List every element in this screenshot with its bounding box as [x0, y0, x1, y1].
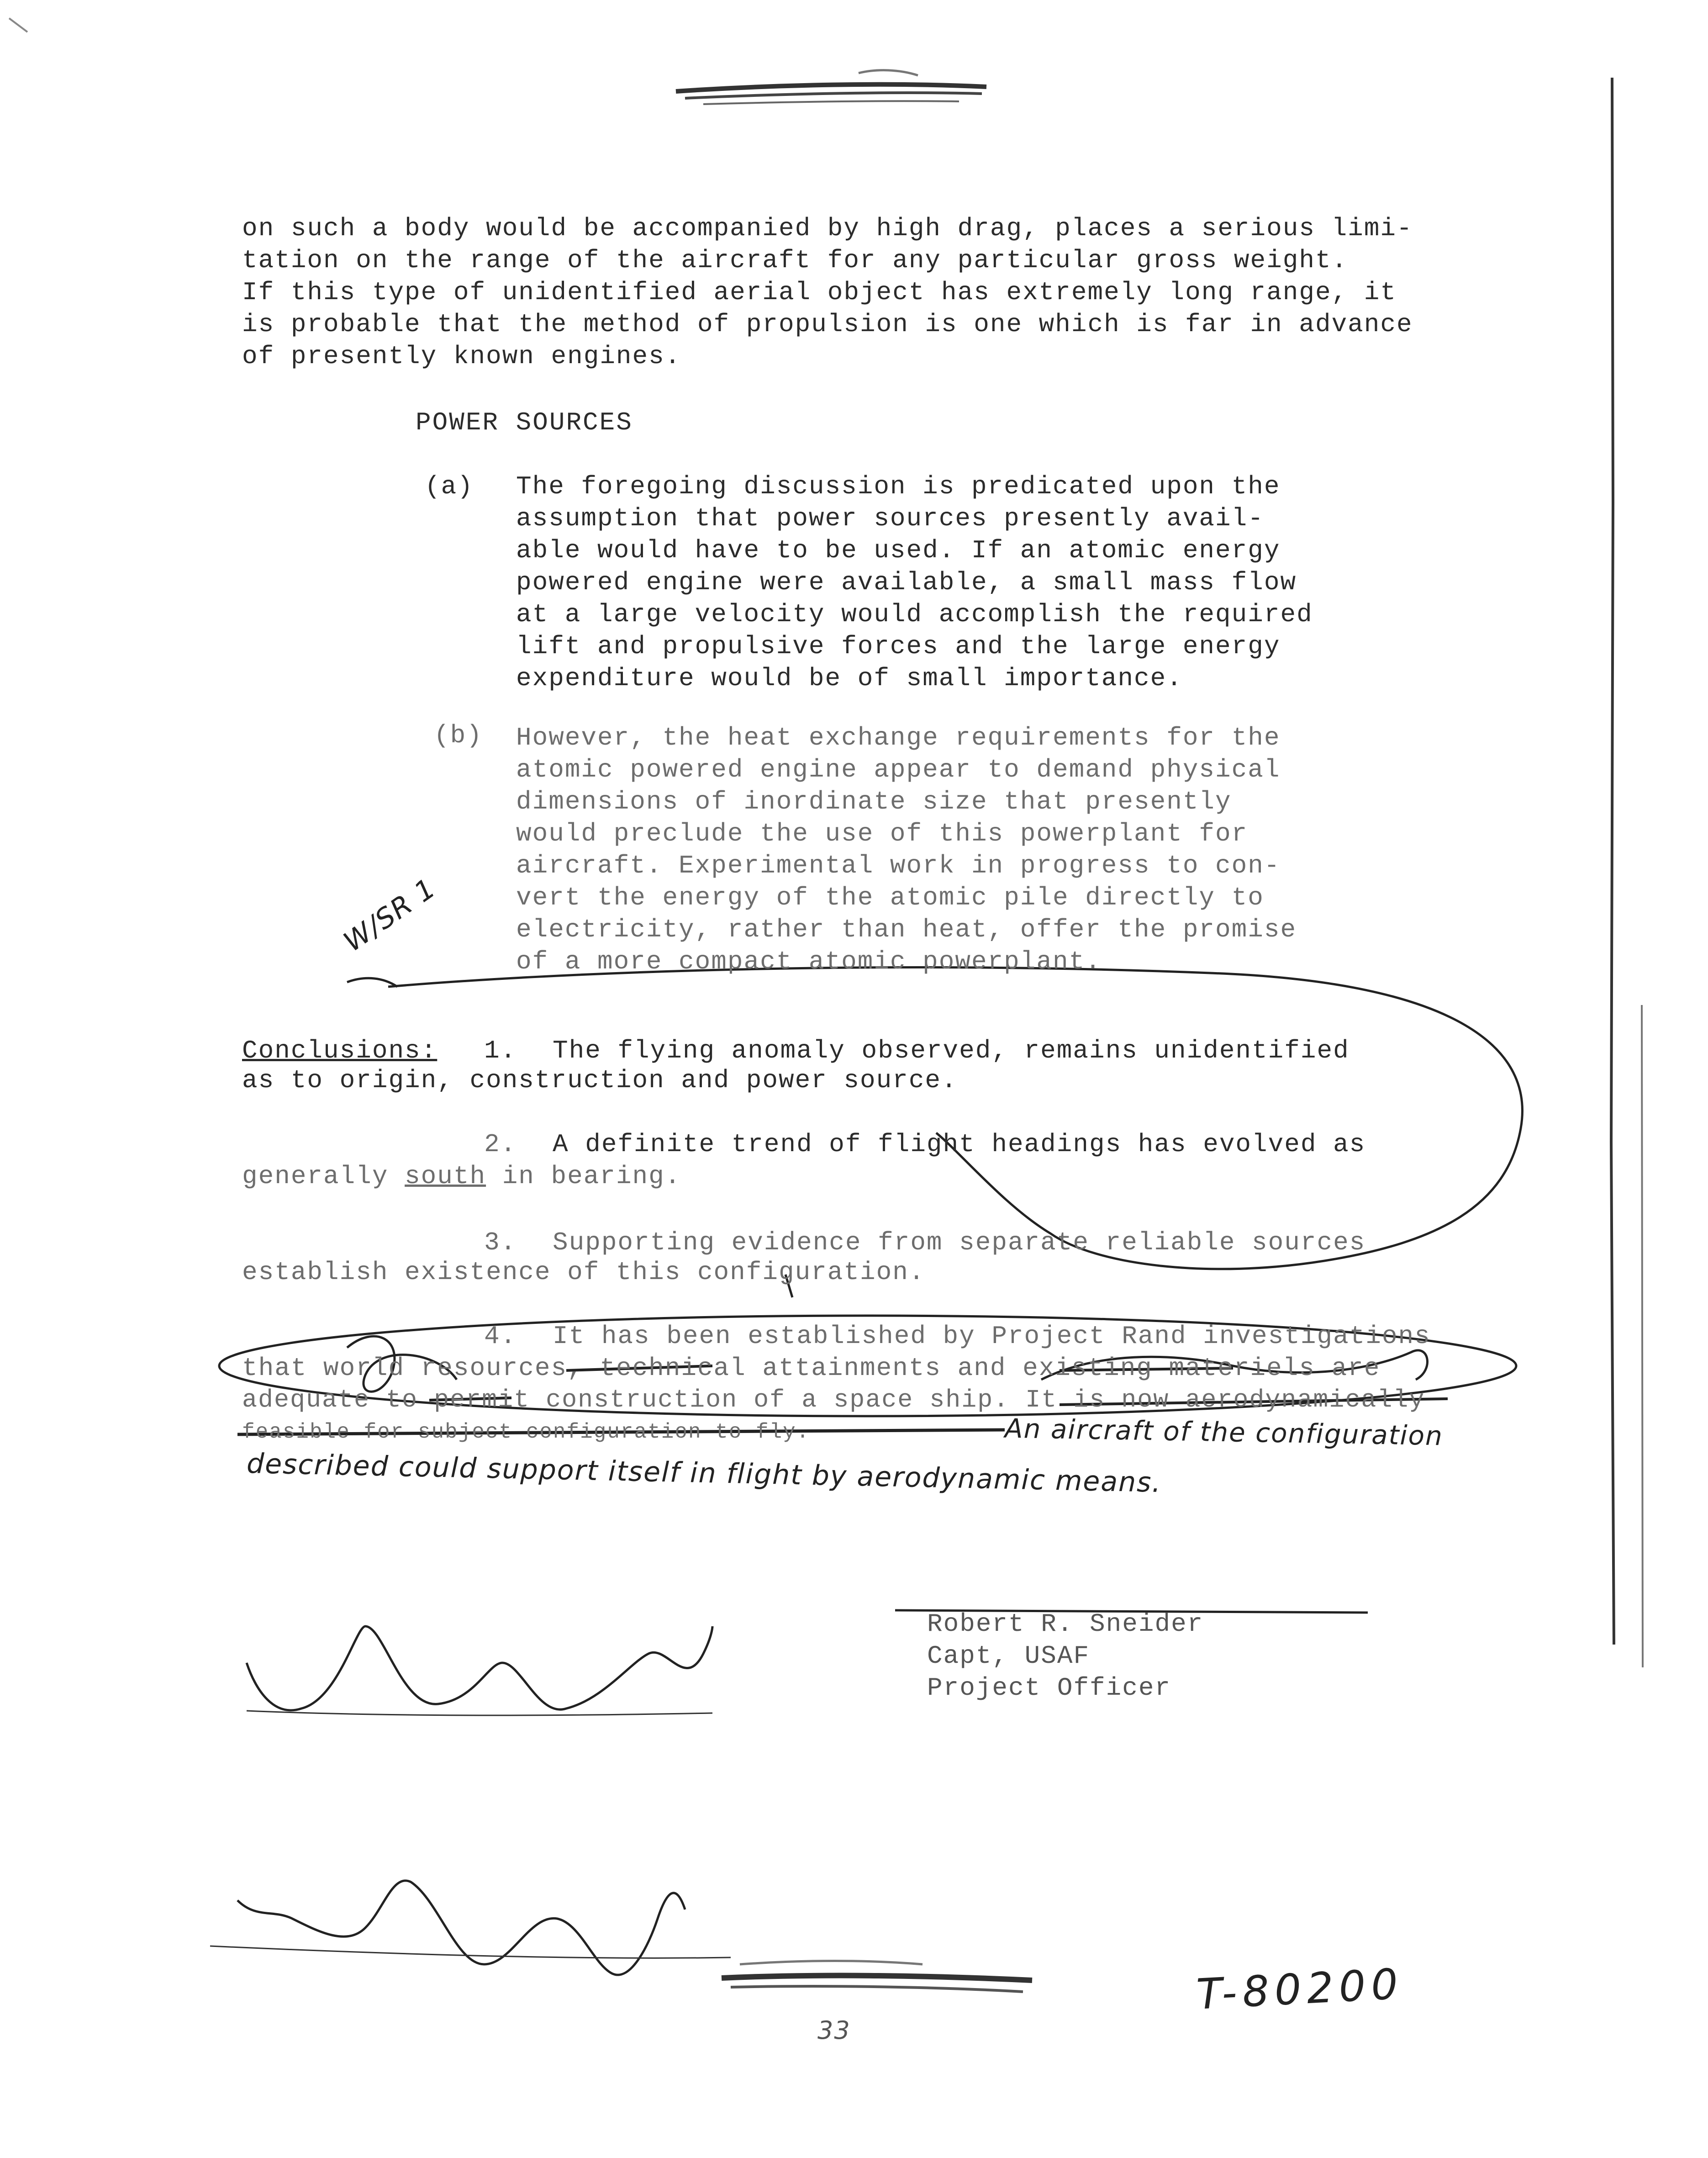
item-a-line: able would have to be used. If an atomic energy — [516, 536, 1281, 565]
intro-line-4: is probable that the method of propulsion is one which is far in advance — [242, 310, 1413, 339]
conclusion-2-line-2 — [242, 1160, 681, 1192]
intro-line-5: of presently known engines. — [242, 342, 681, 371]
conclusion-2-suffix: in bearing. — [486, 1162, 681, 1191]
intro-line-2: tation on the range of the aircraft for any particular gross weight. — [242, 246, 1348, 275]
item-b-line: dimensions of inordinate size that presently — [516, 787, 1232, 816]
conclusion-4-line-1: It has been established by Project Rand investigations — [553, 1322, 1431, 1351]
conclusions-label: Conclusions: — [242, 1036, 438, 1065]
bottom-redaction-smear — [722, 1961, 1032, 1992]
intro-line-3: If this type of unidentified aerial object has extremely long range, it — [242, 278, 1397, 307]
item-a-line: The foregoing discussion is predicated upon the — [516, 472, 1281, 501]
conclusion-1-line-1: The flying anomaly observed, remains unidentified — [553, 1036, 1350, 1065]
item-b-line: atomic powered engine appear to demand physical — [516, 755, 1281, 784]
item-b-line: aircraft. Experimental work in progress to con- — [516, 851, 1281, 880]
item-b-paragraph — [516, 722, 1297, 978]
conclusion-4-line-2: that world resources, technical attainments and existing materiels are — [242, 1354, 1381, 1383]
right-border-line — [1611, 78, 1614, 1645]
signature-1-baseline — [247, 1711, 712, 1715]
item-b-line: of a more compact atomic powerplant. — [516, 947, 1102, 976]
item-a-line: powered engine were available, a small mass flow — [516, 568, 1297, 597]
intro-line-1: on such a body would be accompanied by high drag, places a serious limi- — [242, 214, 1413, 243]
conclusion-3-line-1: Supporting evidence from separate reliable sources — [553, 1228, 1366, 1257]
conclusion-4-number: 4. — [484, 1322, 517, 1351]
margin-handwritten-note: W/SR 1 — [338, 872, 442, 958]
item-b-line: electricity, rather than heat, offer the promise — [516, 915, 1297, 944]
insert-loop-line — [388, 968, 1522, 1269]
handwritten-signature-2 — [237, 1881, 685, 1975]
item-a-line: at a large velocity would accomplish the required — [516, 600, 1313, 629]
handwritten-signature-1 — [247, 1626, 712, 1710]
item-b-label: (b) — [434, 721, 483, 750]
conclusion-3-line-2: establish existence of this configuration. — [242, 1258, 925, 1287]
section-heading-power-sources: POWER SOURCES — [416, 408, 633, 437]
top-redaction-smear — [676, 70, 986, 104]
item-a-label: (a) — [425, 472, 474, 501]
item-a-line: expenditure would be of small importance. — [516, 664, 1183, 693]
conclusion-2-number: 2. — [484, 1130, 517, 1159]
right-edge-shadow — [1642, 1005, 1643, 1667]
conclusion-4-line-3: adequate to permit construction of a space ship. It is now aerodynamically — [242, 1386, 1425, 1414]
item-b-line: vert the energy of the atomic pile directly to — [516, 883, 1264, 912]
item-a-line: lift and propulsive forces and the large energy — [516, 632, 1281, 661]
signature-rank: Capt, USAF — [927, 1641, 1090, 1671]
conclusion-1-number: 1. — [484, 1036, 517, 1065]
page-number: 33 — [817, 2016, 851, 2045]
conclusion-4-line-4: feasible for subject configuration to fly. — [242, 1420, 810, 1444]
intro-paragraph — [242, 212, 1448, 372]
handwritten-insert-line-1: An aircraft of the configuration — [1004, 1412, 1444, 1452]
item-a-paragraph — [516, 471, 1313, 694]
item-b-line: However, the heat exchange requirements for the — [516, 723, 1281, 752]
item-b-line: would preclude the use of this powerplant for — [516, 819, 1248, 848]
signature-title: Project Officer — [927, 1673, 1171, 1703]
signature-2-baseline — [210, 1946, 731, 1958]
item-a-line: assumption that power sources presently avail- — [516, 504, 1264, 533]
handwritten-insert-line-2: described could support itself in flight by aerodynamic means. — [246, 1448, 1162, 1499]
edge-mark — [9, 18, 27, 32]
conclusion-2-underlined-word: south — [405, 1162, 486, 1191]
conclusion-1-line-2: as to origin, construction and power source. — [242, 1066, 958, 1095]
handwritten-document-number: T-80200 — [1195, 1959, 1405, 2019]
conclusion-3-number: 3. — [484, 1228, 517, 1257]
conclusion-2-prefix: generally — [242, 1162, 405, 1191]
conclusion-2-line-1: A definite trend of flight headings has evolved as — [553, 1130, 1366, 1159]
signature-name: Robert R. Sneider — [927, 1609, 1204, 1639]
